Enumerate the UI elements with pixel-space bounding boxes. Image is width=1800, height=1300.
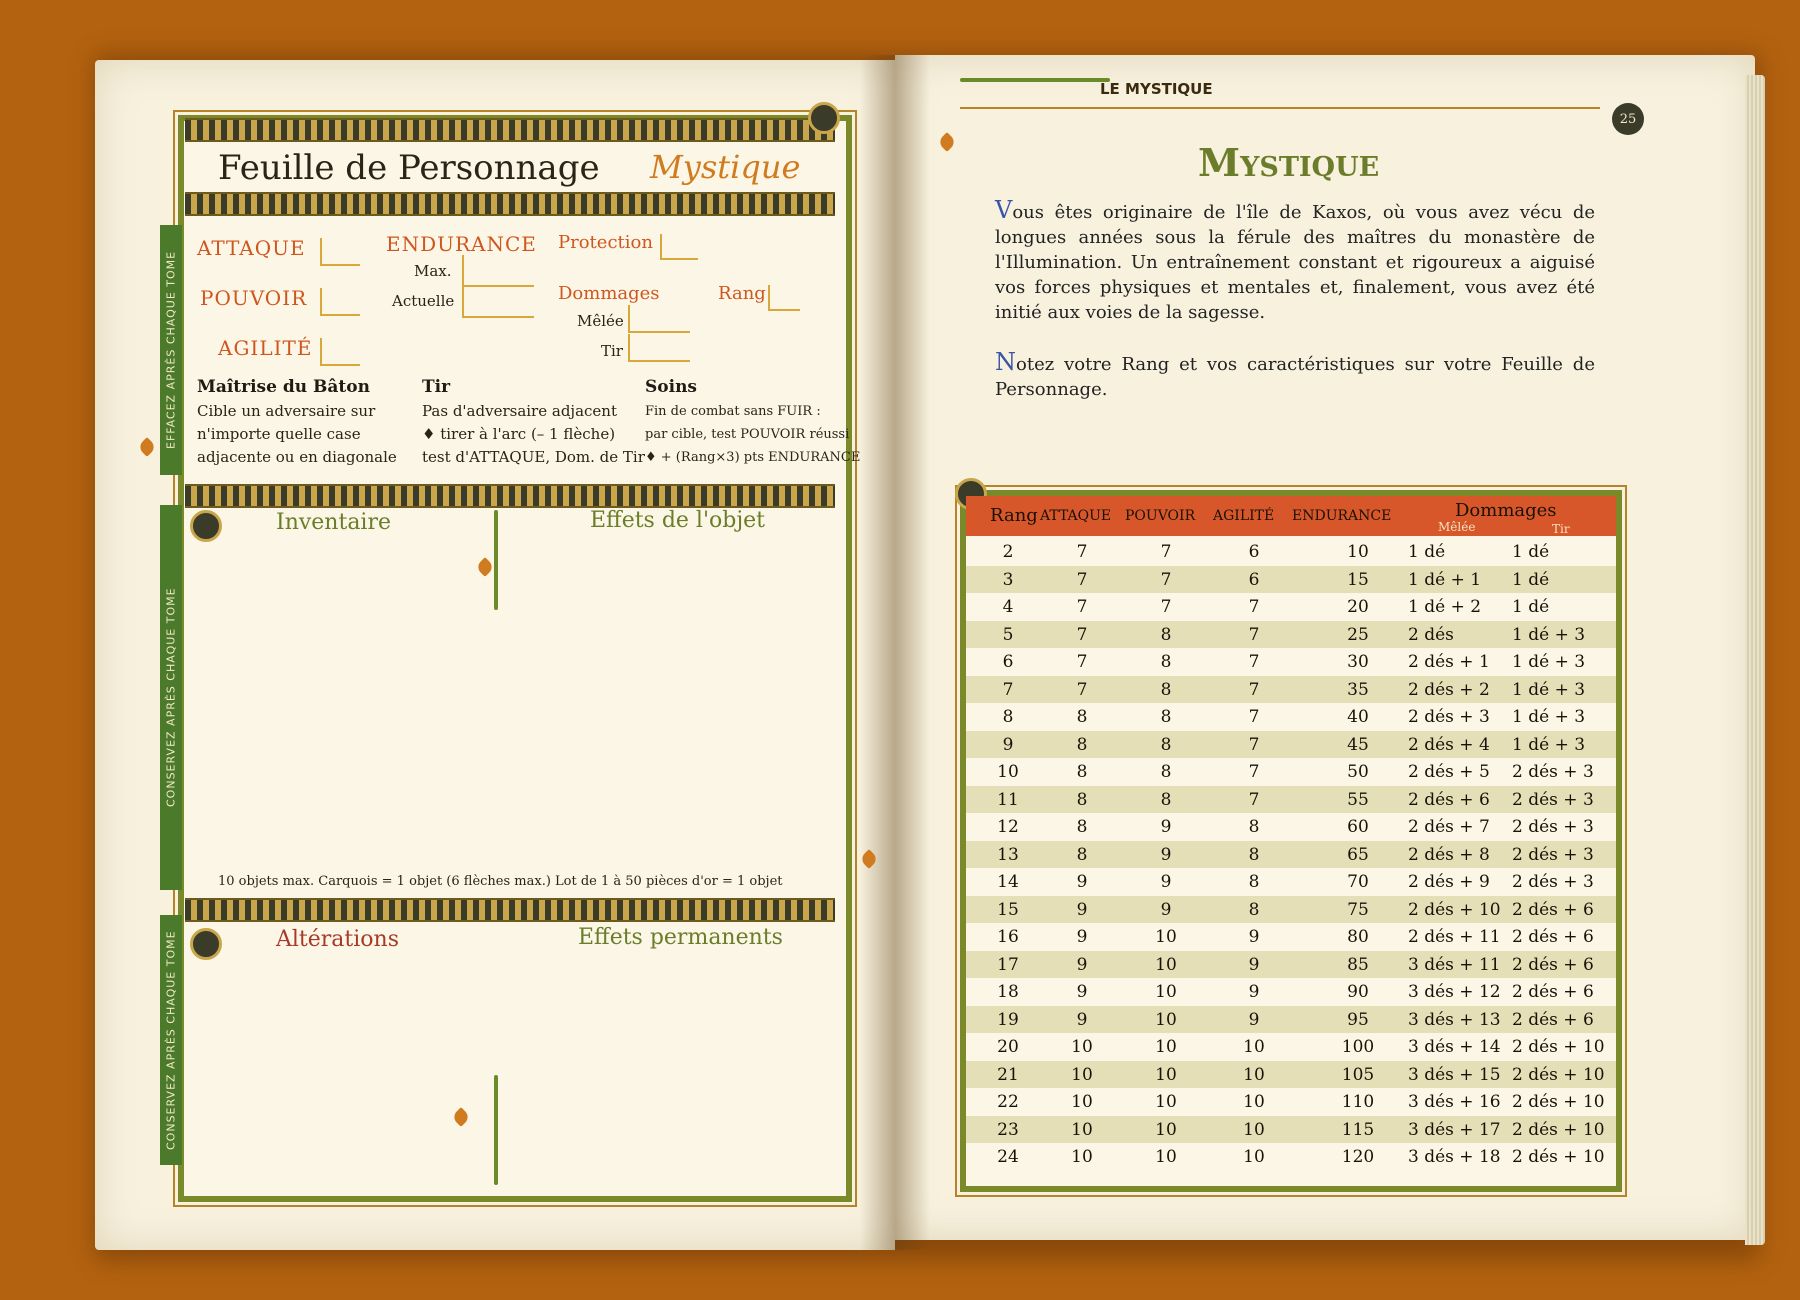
- stat-attaque-field[interactable]: [320, 238, 360, 266]
- agilite-cell: 8: [1248, 844, 1260, 865]
- ability-line: test d'ATTAQUE, Dom. de Tir: [422, 448, 645, 466]
- endurance-cell: 50: [1347, 762, 1369, 782]
- table-row: [966, 786, 1616, 814]
- book-gutter: [860, 55, 930, 1250]
- ability-text: [197, 400, 397, 469]
- tir-cell: 2 dés + 3: [1512, 817, 1594, 837]
- attaque-cell: 10: [1071, 1119, 1093, 1140]
- stat-pouvoir-field[interactable]: [320, 288, 360, 316]
- attaque-cell: 8: [1076, 817, 1088, 837]
- side-ornament-icon: [190, 510, 222, 542]
- th-agilite: AGILITÉ: [1213, 508, 1275, 524]
- table-row: [966, 1143, 1616, 1171]
- dommages-melee-label: Mêlée: [577, 312, 624, 330]
- th-melee: Mêlée: [1438, 520, 1476, 534]
- rang-cell: 12: [997, 817, 1019, 837]
- endurance-cell: 45: [1347, 734, 1369, 755]
- alterations-area[interactable]: [200, 960, 820, 1160]
- pouvoir-cell: 8: [1160, 707, 1172, 727]
- tir-cell: 2 dés + 10: [1512, 1092, 1605, 1112]
- rang-cell: 11: [997, 789, 1019, 810]
- table-row: [966, 923, 1616, 951]
- agilite-cell: 10: [1243, 1147, 1265, 1167]
- page-number: 25: [1612, 103, 1644, 135]
- tir-cell: 2 dés + 6: [1512, 899, 1594, 920]
- melee-cell: 2 dés: [1408, 624, 1454, 645]
- inventory-title: Inventaire: [276, 510, 392, 535]
- table-row: [966, 978, 1616, 1006]
- agilite-cell: 6: [1248, 542, 1260, 562]
- ability-line: n'importe quelle case: [197, 425, 361, 443]
- pouvoir-cell: 7: [1160, 569, 1172, 590]
- pouvoir-cell: 9: [1160, 899, 1172, 920]
- intro-text: ous êtes originaire de l'île de Kaxos, où vous avez vécu de longues années sous la férule des maîtres du monastère de l'Illumination. Un entraînement constant et rigoureux a aiguisé vos forces physiques et mentales et, finalement, vous avez été initié aux voies de la sagesse.: [995, 202, 1595, 323]
- endurance-cell: 65: [1347, 844, 1369, 865]
- agilite-cell: 7: [1248, 597, 1260, 617]
- agilite-cell: 10: [1243, 1037, 1265, 1057]
- endurance-cell: 25: [1347, 624, 1369, 645]
- table-row: [966, 731, 1616, 759]
- attaque-cell: 8: [1076, 707, 1088, 727]
- running-header: LE MYSTIQUE: [1100, 80, 1213, 98]
- endurance-cell: 20: [1347, 597, 1369, 617]
- attaque-cell: 8: [1076, 762, 1088, 782]
- pouvoir-cell: 10: [1155, 1147, 1177, 1167]
- corner-ornament-icon: [808, 102, 840, 134]
- endurance-cell: 120: [1341, 1147, 1375, 1167]
- rang-cell: 15: [997, 899, 1019, 920]
- melee-cell: 3 dés + 17: [1408, 1119, 1501, 1140]
- tir-cell: 2 dés + 3: [1512, 789, 1594, 810]
- attaque-cell: 8: [1076, 734, 1088, 755]
- stat-agilite-label: AGILITÉ: [218, 336, 313, 360]
- melee-cell: 3 dés + 12: [1408, 982, 1501, 1002]
- agilite-cell: 8: [1248, 817, 1260, 837]
- ability-title: Tir: [422, 377, 451, 397]
- melee-cell: 2 dés + 7: [1408, 817, 1490, 837]
- braid-border-alterations: [185, 898, 835, 922]
- pouvoir-cell: 9: [1160, 844, 1172, 865]
- th-rang: Rang: [990, 505, 1038, 526]
- braid-border-inventory: [185, 484, 835, 508]
- side-ornament-icon: [190, 928, 222, 960]
- table-row: [966, 566, 1616, 594]
- table-row: [966, 896, 1616, 924]
- stat-endurance-label: ENDURANCE: [386, 232, 537, 256]
- intro-paragraph: [995, 198, 1595, 325]
- permanent-effects-title: Effets permanents: [578, 925, 783, 950]
- braid-border-top: [185, 118, 835, 142]
- rang-cell: 13: [997, 844, 1019, 865]
- inventory-area[interactable]: [200, 545, 820, 865]
- rang-cell: 5: [1002, 624, 1014, 645]
- ability-text: [645, 400, 860, 469]
- tir-cell: 1 dé + 3: [1512, 679, 1586, 700]
- ability-line: Cible un adversaire sur: [197, 402, 376, 420]
- tir-cell: 2 dés + 10: [1512, 1064, 1605, 1085]
- endurance-cell: 55: [1347, 789, 1369, 810]
- alterations-title: Altérations: [276, 927, 399, 952]
- endurance-cell: 105: [1341, 1064, 1375, 1085]
- table-row: [966, 868, 1616, 896]
- tir-cell: 2 dés + 6: [1512, 1009, 1594, 1030]
- pouvoir-cell: 10: [1155, 954, 1177, 975]
- page-title: Mystique: [1198, 140, 1380, 185]
- ability-line: Pas d'adversaire adjacent: [422, 402, 617, 420]
- pouvoir-cell: 10: [1155, 982, 1177, 1002]
- dropcap: N: [995, 348, 1016, 376]
- instruction-paragraph: [995, 350, 1595, 402]
- tir-cell: 1 dé + 3: [1512, 624, 1586, 645]
- attaque-cell: 10: [1071, 1147, 1093, 1167]
- stat-attaque-label: ATTAQUE: [197, 236, 306, 260]
- table-row: [966, 1006, 1616, 1034]
- melee-cell: 2 dés + 8: [1408, 844, 1490, 865]
- pouvoir-cell: 10: [1155, 1119, 1177, 1140]
- th-attaque: ATTAQUE: [1040, 508, 1112, 524]
- tir-cell: 2 dés + 10: [1512, 1147, 1605, 1167]
- protection-label: Protection: [558, 232, 653, 253]
- pouvoir-cell: 8: [1160, 652, 1172, 672]
- table-row: [966, 841, 1616, 869]
- instruction-text: otez votre Rang et vos caractéristiques sur votre Feuille de Personnage.: [995, 354, 1595, 400]
- agilite-cell: 9: [1248, 1009, 1260, 1030]
- pouvoir-cell: 7: [1160, 542, 1172, 562]
- table-row: [966, 951, 1616, 979]
- tir-cell: 2 dés + 6: [1512, 982, 1594, 1002]
- rang-cell: 3: [1002, 569, 1014, 590]
- tir-cell: 2 dés + 3: [1512, 844, 1594, 865]
- table-row: [966, 538, 1616, 566]
- item-effects-title: Effets de l'objet: [590, 508, 766, 533]
- rang-cell: 8: [1002, 707, 1014, 727]
- tir-cell: 2 dés + 3: [1512, 872, 1594, 892]
- attaque-cell: 10: [1071, 1064, 1093, 1085]
- rang-label: Rang: [718, 283, 766, 304]
- tir-cell: 1 dé + 3: [1512, 652, 1586, 672]
- agilite-cell: 9: [1248, 927, 1260, 947]
- melee-cell: 2 dés + 4: [1408, 734, 1490, 755]
- rang-cell: 4: [1002, 597, 1014, 617]
- th-tir: Tir: [1552, 522, 1570, 536]
- header-vine-ornament-icon: [960, 78, 1110, 82]
- th-endurance: ENDURANCE: [1292, 508, 1392, 524]
- table-row: [966, 1033, 1616, 1061]
- pouvoir-cell: 9: [1160, 872, 1172, 892]
- agilite-cell: 10: [1243, 1092, 1265, 1112]
- rang-cell: 6: [1002, 652, 1014, 672]
- rang-cell: 9: [1002, 734, 1014, 755]
- endurance-cell: 115: [1341, 1119, 1375, 1140]
- agilite-cell: 7: [1248, 679, 1260, 700]
- table-row: [966, 703, 1616, 731]
- attaque-cell: 8: [1076, 844, 1088, 865]
- attaque-cell: 9: [1076, 1009, 1088, 1030]
- th-pouvoir: POUVOIR: [1125, 508, 1196, 524]
- endurance-current-field[interactable]: [462, 286, 534, 318]
- attaque-cell: 8: [1076, 789, 1088, 810]
- rang-cell: 18: [997, 982, 1019, 1002]
- agilite-cell: 8: [1248, 872, 1260, 892]
- dommages-tir-field[interactable]: [628, 334, 690, 362]
- protection-field[interactable]: [660, 234, 698, 260]
- rang-cell: 14: [997, 872, 1019, 892]
- melee-cell: 2 dés + 10: [1408, 899, 1501, 920]
- agilite-cell: 7: [1248, 734, 1260, 755]
- pouvoir-cell: 8: [1160, 679, 1172, 700]
- rang-cell: 22: [997, 1092, 1019, 1112]
- vine-ornament-icon: [494, 1075, 498, 1185]
- melee-cell: 3 dés + 16: [1408, 1092, 1501, 1112]
- tir-cell: 1 dé + 3: [1512, 734, 1586, 755]
- table-row: [966, 1061, 1616, 1089]
- table-row: [966, 593, 1616, 621]
- attaque-cell: 10: [1071, 1037, 1093, 1057]
- rang-cell: 23: [997, 1119, 1019, 1140]
- rang-cell: 17: [997, 954, 1019, 975]
- melee-cell: 3 dés + 14: [1408, 1037, 1501, 1057]
- melee-cell: 2 dés + 6: [1408, 789, 1490, 810]
- attaque-cell: 9: [1076, 872, 1088, 892]
- attaque-cell: 9: [1076, 954, 1088, 975]
- tir-cell: 2 dés + 6: [1512, 954, 1594, 975]
- melee-cell: 2 dés + 3: [1408, 707, 1490, 727]
- attaque-cell: 7: [1076, 679, 1088, 700]
- tir-cell: 1 dé + 3: [1512, 707, 1586, 727]
- th-dommages: Dommages: [1455, 500, 1557, 521]
- ability-line: adjacente ou en diagonale: [197, 448, 397, 466]
- rang-cell: 16: [997, 927, 1019, 947]
- pouvoir-cell: 10: [1155, 1037, 1177, 1057]
- pouvoir-cell: 10: [1155, 1064, 1177, 1085]
- sidebar-keep-label-bottom: CONSERVEZ APRÈS CHAQUE TOME: [160, 915, 182, 1165]
- agilite-cell: 10: [1243, 1064, 1265, 1085]
- table-row: [966, 813, 1616, 841]
- rang-cell: 7: [1002, 679, 1014, 700]
- rang-field[interactable]: [768, 285, 800, 311]
- melee-cell: 2 dés + 2: [1408, 679, 1490, 700]
- attaque-cell: 7: [1076, 652, 1088, 672]
- attaque-cell: 7: [1076, 624, 1088, 645]
- pouvoir-cell: 8: [1160, 762, 1172, 782]
- agilite-cell: 10: [1243, 1119, 1265, 1140]
- ability-line: Fin de combat sans FUIR :: [645, 404, 821, 419]
- agilite-cell: 7: [1248, 707, 1260, 727]
- tir-cell: 2 dés + 10: [1512, 1119, 1605, 1140]
- attaque-cell: 10: [1071, 1092, 1093, 1112]
- dommages-melee-field[interactable]: [628, 305, 690, 333]
- endurance-cell: 90: [1347, 982, 1369, 1002]
- endurance-max-field[interactable]: [462, 255, 534, 287]
- melee-cell: 3 dés + 13: [1408, 1009, 1501, 1030]
- pouvoir-cell: 7: [1160, 597, 1172, 617]
- dommages-label: Dommages: [558, 283, 660, 304]
- tir-cell: 2 dés + 6: [1512, 927, 1594, 947]
- melee-cell: 1 dé + 2: [1408, 597, 1482, 617]
- endurance-cell: 85: [1347, 954, 1369, 975]
- melee-cell: 2 dés + 5: [1408, 762, 1490, 782]
- agilite-cell: 7: [1248, 789, 1260, 810]
- rang-cell: 24: [997, 1147, 1019, 1167]
- ability-line: ♦ + (Rang×3) pts ENDURANCE: [645, 450, 861, 465]
- agilite-cell: 8: [1248, 899, 1260, 920]
- tir-cell: 1 dé: [1512, 597, 1550, 617]
- rang-cell: 19: [997, 1009, 1019, 1030]
- endurance-cell: 80: [1347, 927, 1369, 947]
- endurance-cell: 100: [1341, 1037, 1375, 1057]
- pouvoir-cell: 10: [1155, 1092, 1177, 1112]
- endurance-max-label: Max.: [414, 262, 452, 280]
- rang-cell: 10: [997, 762, 1019, 782]
- tir-cell: 1 dé: [1512, 542, 1550, 562]
- endurance-cell: 60: [1347, 817, 1369, 837]
- endurance-cell: 40: [1347, 707, 1369, 727]
- endurance-cell: 70: [1347, 872, 1369, 892]
- endurance-cell: 35: [1347, 679, 1369, 700]
- agilite-cell: 9: [1248, 982, 1260, 1002]
- ability-line: par cible, test POUVOIR réussi: [645, 427, 850, 442]
- ability-line: ♦ tirer à l'arc (– 1 flèche): [422, 425, 616, 443]
- endurance-cell: 30: [1347, 652, 1369, 672]
- endurance-current-label: Actuelle: [392, 292, 455, 310]
- table-row: [966, 1088, 1616, 1116]
- melee-cell: 3 dés + 18: [1408, 1147, 1501, 1167]
- endurance-cell: 110: [1341, 1092, 1375, 1112]
- attaque-cell: 9: [1076, 899, 1088, 920]
- rang-cell: 20: [997, 1037, 1019, 1057]
- table-row: [966, 648, 1616, 676]
- stat-agilite-field[interactable]: [320, 338, 360, 366]
- melee-cell: 1 dé + 1: [1408, 569, 1482, 590]
- melee-cell: 1 dé: [1408, 542, 1446, 562]
- agilite-cell: 6: [1248, 569, 1260, 590]
- tir-cell: 2 dés + 10: [1512, 1037, 1605, 1057]
- sidebar-keep-label: CONSERVEZ APRÈS CHAQUE TOME: [160, 505, 182, 890]
- melee-cell: 3 dés + 11: [1408, 954, 1501, 975]
- endurance-cell: 75: [1347, 899, 1369, 920]
- attaque-cell: 7: [1076, 597, 1088, 617]
- endurance-cell: 10: [1347, 542, 1369, 562]
- table-row: [966, 1116, 1616, 1144]
- rang-cell: 2: [1002, 542, 1014, 562]
- rang-cell: 21: [997, 1064, 1019, 1085]
- pouvoir-cell: 8: [1160, 734, 1172, 755]
- endurance-cell: 95: [1347, 1009, 1369, 1030]
- attaque-cell: 9: [1076, 927, 1088, 947]
- pouvoir-cell: 8: [1160, 624, 1172, 645]
- endurance-cell: 15: [1347, 569, 1369, 590]
- sheet-class-name: Mystique: [650, 148, 801, 186]
- agilite-cell: 7: [1248, 652, 1260, 672]
- tir-cell: 2 dés + 3: [1512, 762, 1594, 782]
- table-row: [966, 621, 1616, 649]
- dommages-tir-label: Tir: [601, 342, 623, 360]
- sheet-title: Feuille de Personnage: [218, 148, 600, 188]
- melee-cell: 3 dés + 15: [1408, 1064, 1501, 1085]
- ability-text: [422, 400, 645, 469]
- attaque-cell: 7: [1076, 542, 1088, 562]
- dropcap: V: [995, 196, 1013, 224]
- melee-cell: 2 dés + 9: [1408, 872, 1490, 892]
- table-row: [966, 676, 1616, 704]
- table-row: [966, 758, 1616, 786]
- pouvoir-cell: 10: [1155, 1009, 1177, 1030]
- pouvoir-cell: 8: [1160, 789, 1172, 810]
- agilite-cell: 7: [1248, 624, 1260, 645]
- ability-title: Maîtrise du Bâton: [197, 377, 370, 397]
- agilite-cell: 7: [1248, 762, 1260, 782]
- pouvoir-cell: 9: [1160, 817, 1172, 837]
- melee-cell: 2 dés + 1: [1408, 652, 1490, 672]
- pouvoir-cell: 10: [1155, 927, 1177, 947]
- ability-title: Soins: [645, 377, 698, 397]
- stat-pouvoir-label: POUVOIR: [200, 286, 308, 310]
- braid-border-title: [185, 192, 835, 216]
- header-rule: [960, 107, 1600, 109]
- inventory-note: 10 objets max. Carquois = 1 objet (6 flèches max.) Lot de 1 à 50 pièces d'or = 1 objet: [218, 874, 783, 889]
- agilite-cell: 9: [1248, 954, 1260, 975]
- attaque-cell: 9: [1076, 982, 1088, 1002]
- attaque-cell: 7: [1076, 569, 1088, 590]
- melee-cell: 2 dés + 11: [1408, 927, 1501, 947]
- page-edge: [1745, 75, 1765, 1245]
- sidebar-erase-label: EFFACEZ APRÈS CHAQUE TOME: [160, 225, 182, 475]
- tir-cell: 1 dé: [1512, 569, 1550, 590]
